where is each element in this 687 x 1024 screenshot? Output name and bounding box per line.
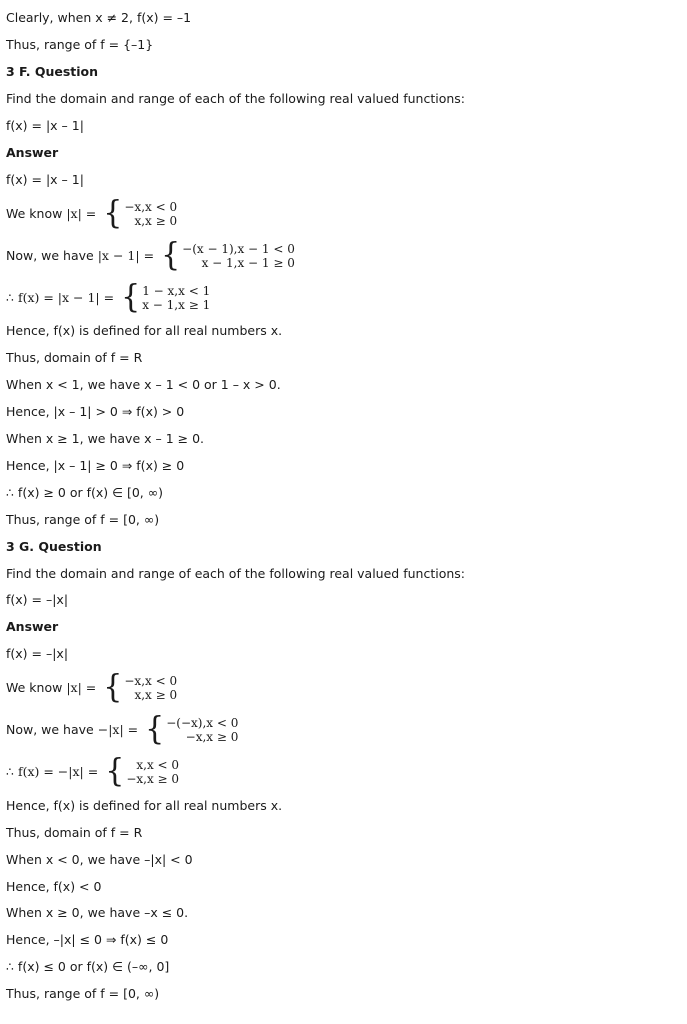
formula-lhs: |x|: [66, 206, 82, 221]
brace-glyph: {: [105, 753, 125, 790]
case-line: −(x − 1),x − 1 < 0: [182, 242, 295, 256]
text-line: Hence, f(x) is defined for all real numbers x.: [6, 323, 283, 338]
text-line: Clearly, when x ≠ 2, f(x) = –1: [6, 10, 192, 25]
case-line: x,x ≥ 0: [134, 214, 178, 228]
piecewise-formula: [6, 753, 180, 790]
text-line: Hence, –|x| ≤ 0 ⇒ f(x) ≤ 0: [6, 932, 169, 947]
equals-sign: =: [127, 722, 139, 737]
piecewise-formula: [6, 279, 211, 316]
case-line: x,x < 0: [136, 758, 180, 772]
case-line: −x,x ≥ 0: [185, 730, 239, 744]
formula-prefix: ∴: [6, 764, 14, 779]
piecewise-cases: [124, 200, 177, 228]
text-line: When x ≥ 0, we have –x ≤ 0.: [6, 905, 189, 920]
piecewise-formula: [6, 669, 178, 706]
formula-prefix: Now, we have: [6, 722, 94, 737]
answer-heading: Answer: [6, 145, 59, 160]
formula-lhs: f(x) = −|x|: [17, 764, 84, 779]
equals-sign: =: [103, 290, 115, 305]
text-line: Hence, f(x) < 0: [6, 879, 102, 894]
piecewise-cases: [124, 674, 177, 702]
case-line: 1 − x,x < 1: [142, 284, 211, 298]
formula-lhs: |x|: [66, 680, 82, 695]
question-text: Find the domain and range of each of the following real valued functions:: [6, 91, 465, 106]
piecewise-formula: [6, 711, 239, 748]
brace-glyph: {: [121, 279, 141, 316]
text-line: ∴ f(x) ≥ 0 or f(x) ∈ [0, ∞): [6, 485, 164, 500]
formula-prefix: We know: [6, 680, 63, 695]
case-line: −x,x < 0: [124, 200, 178, 214]
piecewise-formula: [6, 195, 178, 232]
equals-sign: =: [143, 248, 155, 263]
question-heading: 3 G. Question: [6, 539, 102, 554]
question-function: f(x) = |x – 1|: [6, 118, 84, 133]
text-line: Thus, range of f = [0, ∞): [6, 512, 160, 527]
equals-sign: =: [87, 764, 99, 779]
text-line: Thus, range of f = [0, ∞): [6, 986, 160, 1001]
text-line: Hence, f(x) is defined for all real numbers x.: [6, 798, 283, 813]
formula-prefix: Now, we have: [6, 248, 94, 263]
text-line: Thus, domain of f = R: [6, 825, 143, 840]
answer-heading: Answer: [6, 619, 59, 634]
text-line: f(x) = –|x|: [6, 646, 69, 661]
case-line: −x,x < 0: [124, 674, 178, 688]
case-line: x − 1,x ≥ 1: [142, 298, 211, 312]
case-line: x,x ≥ 0: [134, 688, 178, 702]
piecewise-formula: [6, 237, 295, 274]
formula-lhs: f(x) = |x − 1|: [17, 290, 100, 305]
case-line: −(−x),x < 0: [166, 716, 239, 730]
piecewise-cases: [126, 758, 179, 786]
text-line: Thus, domain of f = R: [6, 350, 143, 365]
text-line: ∴ f(x) ≤ 0 or f(x) ∈ (–∞, 0]: [6, 959, 170, 974]
question-text: Find the domain and range of each of the following real valued functions:: [6, 566, 465, 581]
question-function: f(x) = –|x|: [6, 592, 69, 607]
brace-glyph: {: [103, 195, 123, 232]
formula-lhs: −|x|: [97, 722, 124, 737]
equals-sign: =: [85, 680, 97, 695]
formula-prefix: ∴: [6, 290, 14, 305]
text-line: When x < 1, we have x – 1 < 0 or 1 – x > 0.: [6, 377, 281, 392]
piecewise-cases: [166, 716, 238, 744]
equals-sign: =: [85, 206, 97, 221]
question-heading: 3 F. Question: [6, 64, 99, 79]
piecewise-cases: [182, 242, 295, 270]
formula-lhs: |x − 1|: [97, 248, 140, 263]
text-line: Hence, |x – 1| ≥ 0 ⇒ f(x) ≥ 0: [6, 458, 185, 473]
brace-glyph: {: [161, 237, 181, 274]
case-line: −x,x ≥ 0: [126, 772, 180, 786]
formula-prefix: We know: [6, 206, 63, 221]
brace-glyph: {: [145, 711, 165, 748]
text-line: When x < 0, we have –|x| < 0: [6, 852, 193, 867]
piecewise-cases: [142, 284, 210, 312]
text-line: f(x) = |x – 1|: [6, 172, 84, 187]
text-line: When x ≥ 1, we have x – 1 ≥ 0.: [6, 431, 205, 446]
case-line: x − 1,x − 1 ≥ 0: [201, 256, 295, 270]
text-line: Thus, range of f = {–1}: [6, 37, 154, 52]
text-line: Hence, |x – 1| > 0 ⇒ f(x) > 0: [6, 404, 185, 419]
brace-glyph: {: [103, 669, 123, 706]
